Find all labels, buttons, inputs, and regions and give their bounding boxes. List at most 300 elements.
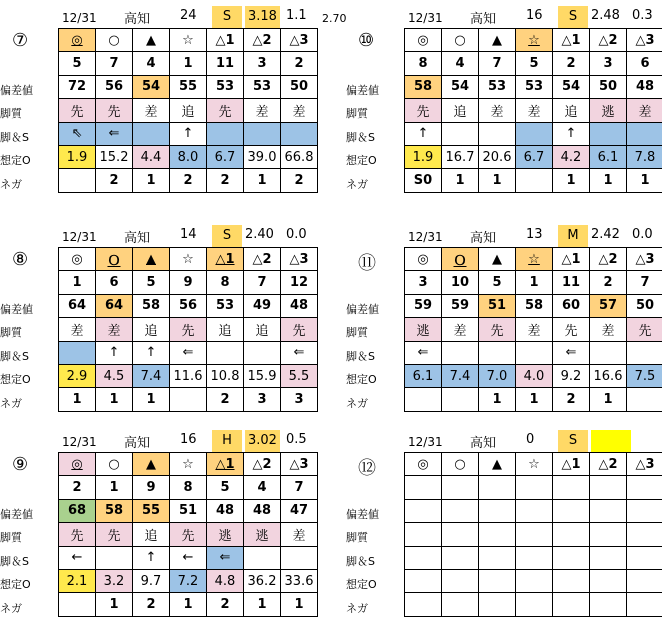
negative-cell: 1 (281, 593, 318, 616)
leg-speed-cell (479, 341, 516, 364)
deviation-cell: 60 (553, 294, 590, 317)
deviation-cell: 55 (133, 499, 170, 522)
horse-number-cell (442, 476, 479, 499)
estimated-odds-cell: 8.0 (170, 145, 207, 168)
mark-cell: ☆ (170, 453, 207, 476)
horse-number-cell: 7 (627, 271, 662, 294)
deviation-row (59, 499, 318, 522)
horse-number-cell: 2 (553, 52, 590, 75)
deviation-cell (405, 499, 442, 522)
race-sub-value: 0.5 (286, 432, 307, 447)
field-size: 14 (180, 227, 197, 242)
leg-speed-cell (207, 341, 244, 364)
negative-cell (442, 593, 479, 616)
leg-speed-cell (207, 122, 244, 145)
running-style-cell: 先 (405, 99, 442, 122)
estimated-odds-cell: 15.2 (96, 145, 133, 168)
estimated-odds-cell: 33.6 (281, 569, 318, 592)
horse-number-cell (405, 476, 442, 499)
horse-number-cell: 4 (133, 52, 170, 75)
running-style-cell: 先 (627, 318, 662, 341)
horse-number-cell: 11 (553, 271, 590, 294)
race-venue: 高知 (124, 436, 151, 451)
horse-number-row (405, 271, 662, 294)
running-style-cell: 差 (627, 99, 662, 122)
leg-speed-cell: ↑ (553, 122, 590, 145)
leg-speed-cell: ⇐ (553, 341, 590, 364)
running-style-row (405, 318, 662, 341)
deviation-cell (553, 499, 590, 522)
race-number-icon: ⑪ (358, 253, 376, 274)
mark-row (59, 453, 318, 476)
running-style-cell: 先 (170, 318, 207, 341)
horse-number-cell: 7 (244, 271, 281, 294)
race-odds: 2.48 (591, 8, 620, 23)
negative-cell (59, 593, 96, 616)
estimated-odds-cell: 20.6 (479, 145, 516, 168)
estimated-odds-cell: 15.9 (244, 364, 281, 387)
deviation-cell: 58 (405, 75, 442, 98)
deviation-row (405, 499, 662, 522)
row-label: 偏差値 (0, 508, 33, 521)
running-style-cell: 追 (133, 523, 170, 546)
deviation-cell: 58 (133, 294, 170, 317)
horse-number-cell: 6 (627, 52, 662, 75)
mark-cell: △1 (207, 248, 244, 271)
race-date: 12/31 (62, 435, 97, 449)
deviation-cell: 47 (281, 499, 318, 522)
leg-speed-cell: ⇐ (405, 341, 442, 364)
row-label: 偏差値 (346, 508, 379, 521)
horse-number-cell: 9 (133, 476, 170, 499)
leg-speed-row (405, 546, 662, 569)
mark-row (59, 248, 318, 271)
horse-number-cell: 8 (405, 52, 442, 75)
race-sub-value: 0.3 (632, 8, 653, 23)
leg-speed-cell (281, 122, 318, 145)
leg-speed-cell (479, 546, 516, 569)
estimated-odds-row (59, 364, 318, 387)
deviation-cell: 68 (59, 499, 96, 522)
race-odds: 3.02 (245, 430, 280, 452)
horse-number-cell: 11 (207, 52, 244, 75)
deviation-cell: 58 (516, 294, 553, 317)
negative-cell (59, 169, 96, 192)
mark-cell: ○ (442, 453, 479, 476)
row-label: ネガ (346, 177, 368, 191)
mark-cell: ○ (442, 29, 479, 52)
deviation-cell: 53 (244, 75, 281, 98)
row-labels (0, 503, 58, 620)
leg-speed-cell (627, 341, 662, 364)
negative-cell: 3 (244, 388, 281, 411)
negative-cell: 1 (244, 169, 281, 192)
leg-speed-cell: ↑ (405, 122, 442, 145)
running-style-cell: 差 (442, 318, 479, 341)
race-odds: 2.42 (591, 227, 620, 242)
leg-speed-cell: ↑ (133, 546, 170, 569)
deviation-cell: 48 (244, 499, 281, 522)
horse-number-cell (553, 476, 590, 499)
mark-cell: △1 (207, 29, 244, 52)
deviation-cell: 53 (516, 75, 553, 98)
row-label: 脚＆S (346, 349, 375, 363)
race-venue: 高知 (124, 231, 151, 246)
horse-number-row (59, 476, 318, 499)
deviation-cell: 59 (405, 294, 442, 317)
running-style-cell: 先 (170, 523, 207, 546)
running-style-cell (553, 523, 590, 546)
leg-speed-cell: ↑ (170, 122, 207, 145)
horse-number-cell: 8 (207, 271, 244, 294)
horse-number-cell: 5 (479, 271, 516, 294)
row-label: 脚＆S (0, 349, 29, 363)
mark-cell: ☆ (516, 29, 553, 52)
race-panel-r10 (346, 6, 662, 204)
leg-speed-cell: ⇐ (207, 546, 244, 569)
leg-speed-row (405, 122, 662, 145)
horse-number-cell: 1 (59, 271, 96, 294)
deviation-cell: 49 (244, 294, 281, 317)
row-labels (0, 79, 58, 196)
race-sub-value: 0.0 (286, 227, 307, 242)
mark-row (405, 453, 662, 476)
running-style-row (59, 523, 318, 546)
race-sub-value: 0.0 (632, 227, 653, 242)
field-size: 24 (180, 8, 197, 23)
horse-number-cell: 6 (96, 271, 133, 294)
running-style-cell: 差 (281, 523, 318, 546)
row-label: 偏差値 (0, 303, 33, 316)
row-label: 脚＆S (0, 554, 29, 568)
race-rank: M (558, 225, 588, 247)
estimated-odds-cell: 7.4 (442, 364, 479, 387)
estimated-odds-row (405, 569, 662, 592)
mark-row (405, 248, 662, 271)
leg-speed-cell (590, 341, 627, 364)
horse-number-cell: 12 (281, 271, 318, 294)
race-rank: S (212, 225, 242, 247)
race-number-icon: ⑧ (12, 249, 29, 270)
deviation-cell: 55 (170, 75, 207, 98)
leg-speed-cell (479, 122, 516, 145)
row-label: 偏差値 (346, 84, 379, 97)
leg-speed-cell (516, 122, 553, 145)
row-labels (0, 298, 58, 415)
estimated-odds-cell: 6.7 (207, 145, 244, 168)
mark-row (405, 29, 662, 52)
race-header (408, 225, 662, 247)
estimated-odds-row (405, 364, 662, 387)
running-style-cell: 逃 (405, 318, 442, 341)
estimated-odds-cell: 6.7 (516, 145, 553, 168)
horse-number-cell (479, 476, 516, 499)
running-style-cell: 先 (553, 318, 590, 341)
deviation-cell: 64 (96, 294, 133, 317)
negative-cell (516, 593, 553, 616)
negative-cell (516, 169, 553, 192)
race-header (408, 430, 662, 452)
estimated-odds-cell: 9.7 (133, 569, 170, 592)
race-sub-value: 1.1 (286, 8, 307, 23)
horse-number-row (59, 271, 318, 294)
estimated-odds-cell (590, 569, 627, 592)
race-number-icon: ⑨ (12, 454, 29, 475)
deviation-cell (516, 499, 553, 522)
deviation-cell (627, 499, 662, 522)
horse-number-cell: 4 (244, 476, 281, 499)
row-label: 脚質 (346, 326, 368, 340)
deviation-row (59, 294, 318, 317)
leg-speed-cell: ⇐ (281, 341, 318, 364)
horse-number-row (405, 52, 662, 75)
row-label: 想定O (346, 154, 377, 168)
mark-cell: △2 (590, 29, 627, 52)
leg-speed-cell: ↑ (133, 341, 170, 364)
running-style-cell: 差 (590, 318, 627, 341)
running-style-cell: 追 (207, 318, 244, 341)
negative-cell: 1 (479, 169, 516, 192)
race-date: 12/31 (408, 435, 443, 449)
mark-cell: △3 (281, 29, 318, 52)
horse-number-cell (627, 476, 662, 499)
estimated-odds-cell: 7.5 (627, 364, 662, 387)
race-venue: 高知 (470, 231, 497, 246)
running-style-cell: 逃 (207, 523, 244, 546)
leg-speed-cell (281, 546, 318, 569)
negative-cell: 1 (96, 593, 133, 616)
race-grid (404, 28, 662, 193)
horse-number-cell (590, 476, 627, 499)
estimated-odds-cell: 4.2 (553, 145, 590, 168)
running-style-cell (442, 523, 479, 546)
running-style-cell: 差 (59, 318, 96, 341)
row-labels (346, 503, 404, 620)
horse-number-cell: 2 (281, 52, 318, 75)
deviation-cell: 50 (627, 294, 662, 317)
row-label: 偏差値 (0, 84, 33, 97)
estimated-odds-cell: 4.8 (207, 569, 244, 592)
leg-speed-cell: ⇐ (96, 122, 133, 145)
estimated-odds-row (59, 569, 318, 592)
estimated-odds-row (59, 145, 318, 168)
race-rank: S (212, 6, 242, 28)
negative-row (405, 169, 662, 192)
mark-cell: Ｏ (96, 248, 133, 271)
mark-cell: ○ (96, 453, 133, 476)
row-label: ネガ (346, 601, 368, 615)
estimated-odds-cell: 1.9 (405, 145, 442, 168)
race-date: 12/31 (408, 11, 443, 25)
negative-row (405, 388, 662, 411)
mark-cell: ○ (96, 29, 133, 52)
mark-row (59, 29, 318, 52)
running-style-cell: 差 (133, 99, 170, 122)
race-grid (58, 28, 318, 193)
mark-cell: △3 (627, 248, 662, 271)
mark-cell: ◎ (59, 29, 96, 52)
mark-cell: △1 (553, 248, 590, 271)
horse-number-cell (516, 476, 553, 499)
negative-row (405, 593, 662, 616)
running-style-row (405, 99, 662, 122)
horse-number-cell: 1 (170, 52, 207, 75)
race-number-icon: ⑩ (358, 30, 375, 51)
mark-cell: ☆ (170, 248, 207, 271)
mark-cell: ☆ (516, 453, 553, 476)
horse-number-cell: 3 (244, 52, 281, 75)
leg-speed-row (59, 122, 318, 145)
running-style-cell (516, 523, 553, 546)
leg-speed-cell: ← (170, 546, 207, 569)
leg-speed-cell (516, 341, 553, 364)
race-date: 12/31 (408, 230, 443, 244)
estimated-odds-cell: 2.9 (59, 364, 96, 387)
mark-cell: △1 (207, 453, 244, 476)
running-style-cell: 先 (59, 523, 96, 546)
mark-cell: △3 (281, 248, 318, 271)
race-panel-r9 (0, 430, 382, 628)
race-extra-value: 2.70 (322, 12, 347, 25)
row-label: 偏差値 (346, 303, 379, 316)
deviation-row (405, 294, 662, 317)
negative-cell (442, 388, 479, 411)
estimated-odds-cell (553, 569, 590, 592)
row-label: 想定O (0, 154, 31, 168)
leg-speed-cell: ↑ (96, 341, 133, 364)
estimated-odds-cell: 10.8 (207, 364, 244, 387)
leg-speed-cell (627, 122, 662, 145)
running-style-cell: 逃 (590, 99, 627, 122)
row-label: 脚質 (0, 326, 22, 340)
negative-cell: 2 (207, 388, 244, 411)
negative-cell: 1 (170, 593, 207, 616)
estimated-odds-cell: 2.1 (59, 569, 96, 592)
leg-speed-row (59, 341, 318, 364)
deviation-cell: 54 (553, 75, 590, 98)
horse-number-cell: 5 (59, 52, 96, 75)
horse-number-cell: 5 (207, 476, 244, 499)
mark-cell: ◎ (405, 29, 442, 52)
race-venue: 高知 (124, 12, 151, 27)
horse-number-cell: 7 (479, 52, 516, 75)
leg-speed-cell: ← (59, 546, 96, 569)
mark-cell: Ｏ (442, 248, 479, 271)
negative-cell: 1 (516, 388, 553, 411)
estimated-odds-cell: 7.4 (133, 364, 170, 387)
mark-cell: ◎ (59, 453, 96, 476)
mark-cell: ☆ (516, 248, 553, 271)
estimated-odds-cell: 9.2 (553, 364, 590, 387)
running-style-cell: 差 (516, 318, 553, 341)
negative-row (59, 388, 318, 411)
leg-speed-row (59, 546, 318, 569)
deviation-cell: 53 (479, 75, 516, 98)
estimated-odds-cell: 7.8 (627, 145, 662, 168)
mark-cell: △1 (553, 453, 590, 476)
running-style-cell: 差 (479, 99, 516, 122)
estimated-odds-cell: 7.2 (170, 569, 207, 592)
leg-speed-cell (244, 122, 281, 145)
row-label: 想定O (0, 578, 31, 592)
race-panel-r7 (0, 6, 382, 204)
negative-cell (627, 388, 662, 411)
negative-cell (170, 388, 207, 411)
deviation-row (59, 75, 318, 98)
estimated-odds-cell: 6.1 (590, 145, 627, 168)
running-style-cell: 先 (59, 99, 96, 122)
mark-cell: ◎ (59, 248, 96, 271)
estimated-odds-cell (405, 569, 442, 592)
race-rank: S (558, 430, 588, 452)
horse-number-cell: 3 (405, 271, 442, 294)
estimated-odds-cell: 6.1 (405, 364, 442, 387)
negative-cell: 1 (133, 388, 170, 411)
mark-cell: △2 (590, 248, 627, 271)
mark-cell: △2 (244, 248, 281, 271)
leg-speed-cell (244, 341, 281, 364)
race-header (62, 225, 382, 247)
horse-number-cell: 3 (590, 52, 627, 75)
race-odds: 2.40 (245, 227, 274, 242)
negative-cell: 2 (133, 593, 170, 616)
running-style-cell: 追 (442, 99, 479, 122)
leg-speed-cell (96, 546, 133, 569)
deviation-cell (479, 499, 516, 522)
running-style-cell: 先 (281, 318, 318, 341)
mark-cell: △2 (590, 453, 627, 476)
negative-cell: 2 (281, 169, 318, 192)
negative-cell: 1 (244, 593, 281, 616)
deviation-row (405, 75, 662, 98)
field-size: 16 (180, 432, 197, 447)
running-style-cell: 先 (96, 523, 133, 546)
deviation-cell: 53 (207, 75, 244, 98)
deviation-cell (442, 499, 479, 522)
horse-number-row (405, 476, 662, 499)
race-number-icon: ⑫ (358, 458, 376, 479)
running-style-cell: 差 (96, 318, 133, 341)
leg-speed-cell (442, 341, 479, 364)
negative-cell: 1 (96, 388, 133, 411)
deviation-cell: 57 (590, 294, 627, 317)
leg-speed-cell (627, 546, 662, 569)
row-label: ネガ (0, 601, 22, 615)
row-label: 想定O (346, 373, 377, 387)
negative-cell (405, 593, 442, 616)
race-panel-r11 (346, 225, 662, 423)
horse-number-row (59, 52, 318, 75)
running-style-cell: 先 (96, 99, 133, 122)
estimated-odds-cell (516, 569, 553, 592)
mark-cell: △3 (281, 453, 318, 476)
leg-speed-cell (133, 122, 170, 145)
deviation-cell: 50 (590, 75, 627, 98)
mark-cell: ◎ (405, 453, 442, 476)
horse-number-cell: 9 (170, 271, 207, 294)
leg-speed-cell: ⇖ (59, 122, 96, 145)
horse-number-cell: 1 (516, 271, 553, 294)
deviation-cell: 51 (479, 294, 516, 317)
race-panel-r8 (0, 225, 382, 423)
running-style-cell (405, 523, 442, 546)
race-header (408, 6, 662, 28)
row-labels (346, 298, 404, 415)
negative-cell: 3 (281, 388, 318, 411)
negative-cell: S0 (405, 169, 442, 192)
race-number-icon: ⑦ (12, 30, 29, 51)
running-style-row (59, 99, 318, 122)
